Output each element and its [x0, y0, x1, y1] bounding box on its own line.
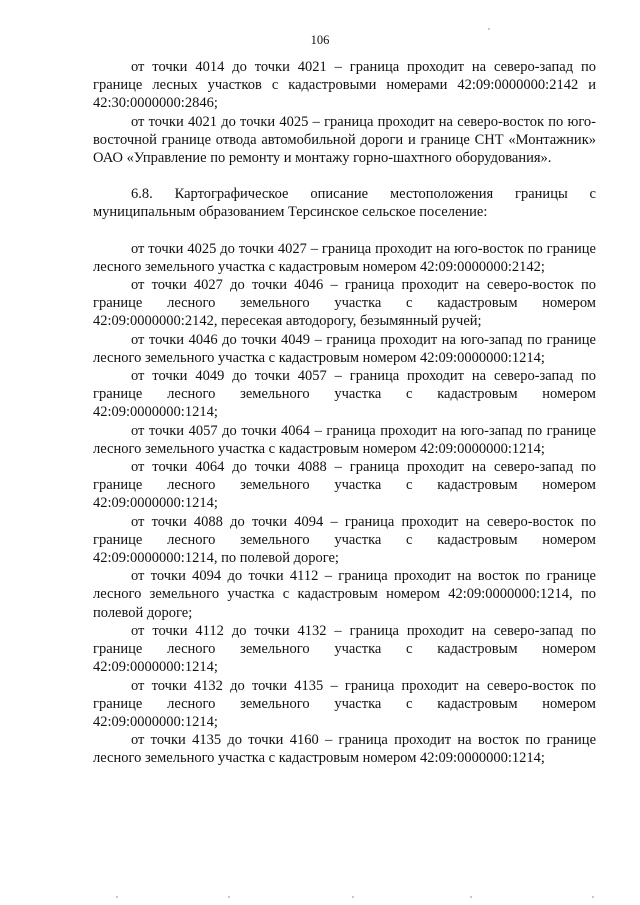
paragraph-4046-4049: от точки 4046 до точки 4049 – граница проходит на юго-запад по границе лесного земельного участка с кадастровым номером 42:09:0000000:1214; [93, 331, 596, 366]
section-heading: 6.8. Картографическое описание местоположения границы с муниципальным образованием Терсинское сельское поселение: [93, 186, 596, 221]
page-number: 106 [310, 33, 330, 47]
scan-speck [228, 896, 230, 898]
paragraph-4088-4094: от точки 4088 до точки 4094 – граница проходит на северо-восток по границе лесного земельного участка с кадастровым номером 42:09:0000000:1214, по полевой дороге; [93, 513, 596, 567]
paragraph-4112-4132: от точки 4112 до точки 4132 – граница проходит на северо-запад по границе лесного земельного участка с кадастровым номером 42:09:0000000:1214; [93, 622, 596, 676]
paragraph-4057-4064: от точки 4057 до точки 4064 – граница проходит на юго-запад по границе лесного земельного участка с кадастровым номером 42:09:0000000:1214; [93, 422, 596, 457]
paragraph-4049-4057: от точки 4049 до точки 4057 – граница проходит на северо-запад по границе лесного земельного участка с кадастровым номером 42:09:0000000:1214; [93, 368, 596, 421]
scan-speck [592, 896, 594, 898]
paragraph-4094-4112: от точки 4094 до точки 4112 – граница проходит на восток по границе лесного земельного участка с кадастровым номером 42:09:0000000:1214, по полевой дороге; [93, 568, 596, 621]
paragraph-4025-4027: от точки 4025 до точки 4027 – граница проходит на юго-восток по границе лесного земельного участка с кадастровым номером 42:09:0000000:2142; [93, 240, 596, 275]
paragraph-4021-4025: от точки 4021 до точки 4025 – граница проходит на северо-восток по юго-восточной границе отвода автомобильной дороги и границе СНТ «Монтажник» ОАО «Управление по ремонту и монтажу горно-шахтного оборудования». [93, 113, 596, 167]
scan-speck [470, 896, 472, 898]
scan-speck [488, 28, 490, 30]
paragraph-4135-4160: от точки 4135 до точки 4160 – граница проходит на восток по границе лесного земельного участка с кадастровым номером 42:09:0000000:1214; [93, 732, 596, 767]
paragraph-4027-4046: от точки 4027 до точки 4046 – граница проходит на северо-восток по границе лесного земельного участка с кадастровым номером 42:09:0000000:2142, пересекая автодорогу, безымянный ручей; [93, 277, 596, 330]
scan-speck [352, 896, 354, 898]
paragraph-4132-4135: от точки 4132 до точки 4135 – граница проходит на северо-восток по границе лесного земельного участка с кадастровым номером 42:09:0000000:1214; [93, 677, 596, 730]
scan-speck [116, 896, 118, 898]
document-body [93, 58, 596, 768]
paragraph-4064-4088: от точки 4064 до точки 4088 – граница проходит на северо-запад по границе лесного земельного участка с кадастровым номером 42:09:0000000:1214; [93, 459, 596, 512]
paragraph-4014-4021: от точки 4014 до точки 4021 – граница проходит на северо-запад по границе лесных участков с кадастровыми номерами 42:09:0000000:2142 и 42:30:0000000:2846; [93, 59, 596, 112]
